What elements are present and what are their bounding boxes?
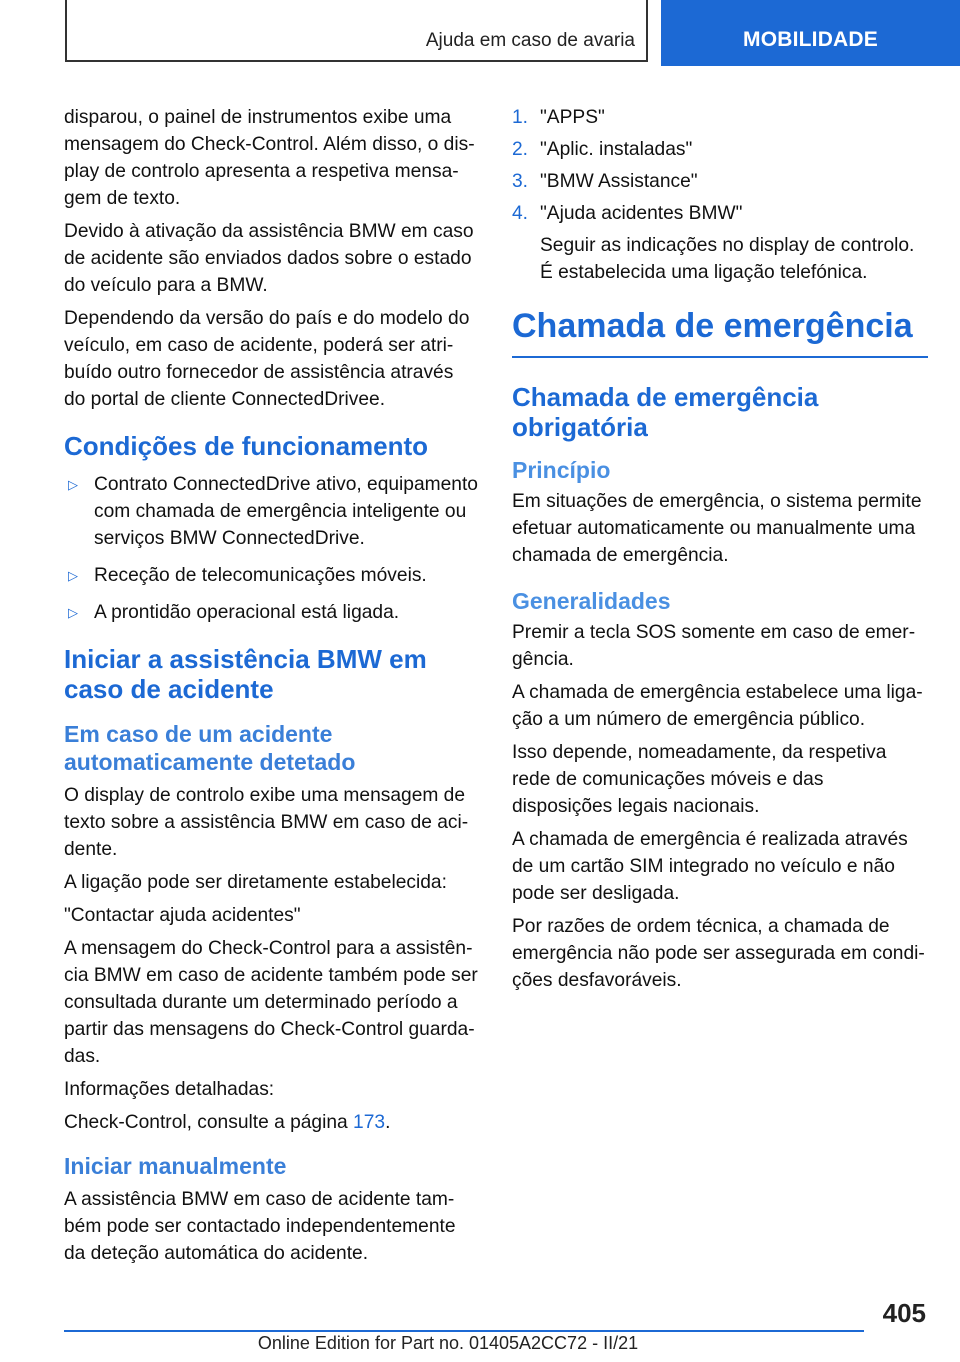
paragraph: Isso depende, nomeadamente, da respetiva rede de comunicações móveis e das disposições legais nacionais. [512,742,887,817]
paragraph: Devido à ativação da assistência BMW em caso de acidente são enviados dados sobre o estado do veículo para a BMW. [64,221,474,296]
page-link[interactable]: 173 [353,1112,386,1133]
paragraph: O display de controlo exibe uma mensagem de texto sobre a assistência BMW em caso de acidente. [64,785,469,860]
triangle-bullet-icon: ▷ [68,568,78,583]
paragraph: A mensagem do Check-Control para a assistência BMW em caso de acidente também pode ser consultada durante um determinado período a partir das mensagens do Check-Control guardadas. [64,938,478,1067]
list-item: ▷ Contrato ConnectedDrive ativo, equipamento com chamada de emergência inteligente ou serviços BMW ConnectedDrive. [64,471,478,552]
step-item: 3. "BMW Assistance" [512,171,698,192]
list-item: ▷ Receção de telecomunicações móveis. [64,562,478,589]
paragraph: disparou, o painel de instrumentos exibe uma mensagem do Check-Control. Além disso, o display de controlo apresenta a respetiva mensagem de texto. [64,107,475,209]
step-note: Seguir as indicações no display de controlo. [540,235,915,256]
heading-mandatory-call: Chamada de emergência obrigatória [512,382,819,442]
step-item: 2. "Aplic. instaladas" [512,139,693,160]
heading-auto-detected: Em caso de um acidente automaticamente detetado [64,721,356,775]
paragraph: A assistência BMW em caso de acidente também pode ser contactado independentemente da deteção automática do acidente. [64,1189,456,1264]
left-column [64,104,478,1273]
paragraph: A chamada de emergência estabelece uma ligação a um número de emergência público. [512,682,923,730]
paragraph: Por razões de ordem técnica, a chamada de emergência não pode ser assegurada em condições desfavoráveis. [512,916,925,991]
paragraph-page-reference: Check-Control, consulte a página 173. [64,1112,391,1133]
header-chapter-label: MOBILIDADE [743,28,878,51]
footer-edition: Online Edition for Part no. 01405A2CC72 - II/21 [257,1333,639,1353]
right-column [512,104,928,1000]
page-number: 405 [882,1298,926,1328]
paragraph: A chamada de emergência é realizada através de um cartão SIM integrado no veículo e não pode ser desligada. [512,829,908,904]
heading-general: Generalidades [512,588,671,614]
heading-start-assistance: Iniciar a assistência BMW em caso de acidente [64,644,427,704]
step-item: 1. "APPS" [512,107,605,128]
heading-emergency-call: Chamada de emergência [512,306,928,358]
heading-conditions: Condições de funcionamento [64,431,429,461]
heading-manual-start: Iniciar manualmente [64,1153,287,1179]
conditions-list [64,471,478,626]
triangle-bullet-icon: ▷ [68,605,78,620]
heading-principle: Princípio [512,457,611,483]
footer-divider [64,1330,864,1332]
paragraph: "Contactar ajuda acidentes" [64,905,301,926]
step-note: É estabelecida uma ligação telefónica. [540,262,868,283]
step-item: 4. "Ajuda acidentes BMW" Seguir as indicações no display de controlo. É estabelecida uma ligação telefónica. [512,200,928,286]
header-chapter-tab[interactable] [661,0,960,66]
list-item: ▷ A prontidão operacional está ligada. [64,599,478,626]
paragraph: Em situações de emergência, o sistema permite efetuar automaticamente ou manualmente uma chamada de emergência. [512,491,922,566]
paragraph: Dependendo da versão do país e do modelo do veículo, em caso de acidente, poderá ser atribuído outro fornecedor de assistência através do portal de cliente ConnectedDrivee. [64,308,470,410]
paragraph: Informações detalhadas: [64,1079,275,1100]
header-section-title: Ajuda em caso de avaria [425,30,635,51]
triangle-bullet-icon: ▷ [68,477,78,492]
steps-list [512,104,928,286]
paragraph: Premir a tecla SOS somente em caso de emergência. [512,622,916,670]
paragraph: A ligação pode ser diretamente estabelecida: [64,872,447,893]
